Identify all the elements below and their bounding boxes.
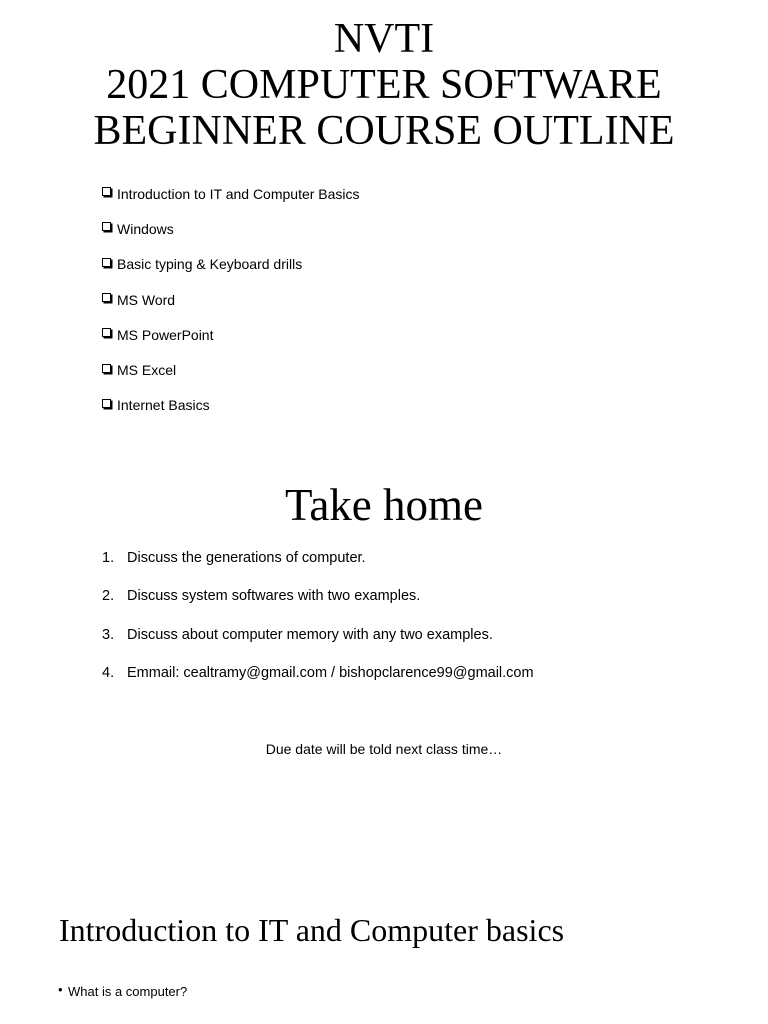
title-line-org: NVTI xyxy=(333,16,435,62)
due-date-note: Due date will be told next class time… xyxy=(265,741,503,757)
task-text: Discuss system softwares with two examples. xyxy=(127,588,421,605)
task-text: Emmail: cealtramy@gmail.com / bishopclarence99@gmail.com xyxy=(127,664,534,681)
document-title xyxy=(0,16,768,154)
outline-item-label: Introduction to IT and Computer Basics xyxy=(117,185,360,202)
list-item xyxy=(58,982,187,1002)
task-text: Discuss the generations of computer. xyxy=(127,550,366,566)
outline-item-label: Windows xyxy=(117,220,174,237)
task-text: Discuss about computer memory with any two examples. xyxy=(127,626,493,643)
take-home-task-list xyxy=(102,548,534,701)
task-number: 4. xyxy=(102,664,115,681)
checkbox-icon xyxy=(102,187,111,196)
task-item xyxy=(102,663,534,701)
bullet-text: What is a computer? xyxy=(68,984,188,999)
task-number: 3. xyxy=(102,626,115,643)
outline-item xyxy=(102,282,360,317)
checkbox-icon xyxy=(102,364,111,373)
outline-item-label: MS PowerPoint xyxy=(117,326,214,343)
outline-item xyxy=(102,247,360,282)
outline-item xyxy=(102,211,360,246)
task-number: 2. xyxy=(102,588,115,605)
outline-item-label: MS Excel xyxy=(117,362,177,379)
title-line-outline: BEGINNER COURSE OUTLINE xyxy=(93,108,675,154)
outline-item xyxy=(102,176,360,211)
checkbox-icon xyxy=(102,328,111,337)
task-item xyxy=(102,548,534,586)
checkbox-icon xyxy=(102,222,111,231)
checkbox-icon xyxy=(102,293,111,302)
outline-item-label: MS Word xyxy=(117,291,176,308)
take-home-heading: Take home xyxy=(284,480,484,530)
task-item xyxy=(102,586,534,624)
task-number: 1. xyxy=(102,550,115,566)
checkbox-icon xyxy=(102,399,111,408)
intro-section-heading: Introduction to IT and Computer basics xyxy=(59,912,565,948)
outline-item-label: Basic typing & Keyboard drills xyxy=(117,256,303,273)
course-outline-list xyxy=(102,176,360,423)
task-item xyxy=(102,625,534,663)
intro-bullet-list xyxy=(58,982,187,1002)
outline-item-label: Internet Basics xyxy=(117,397,210,414)
outline-item xyxy=(102,317,360,352)
bullet-icon: • xyxy=(58,982,63,997)
outline-item xyxy=(102,352,360,387)
checkbox-icon xyxy=(102,258,111,267)
title-line-course: 2021 COMPUTER SOFTWARE xyxy=(106,62,662,108)
outline-item xyxy=(102,388,360,423)
